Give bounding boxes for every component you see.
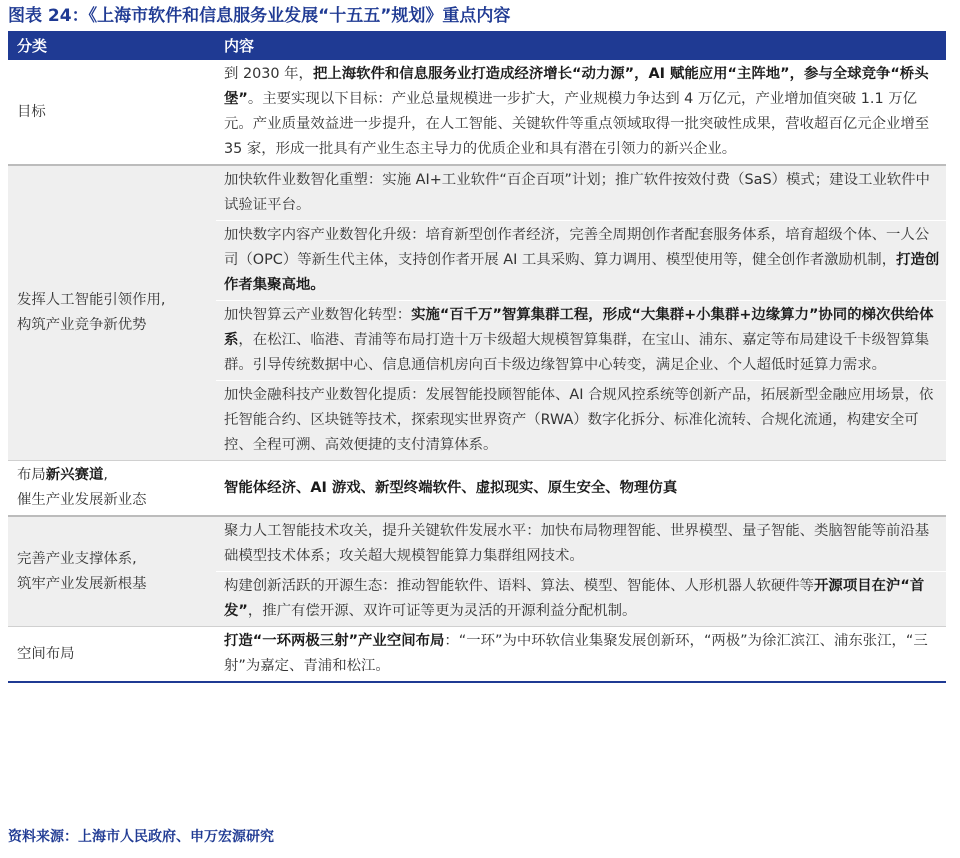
content-goal bbox=[216, 60, 946, 165]
os-text-1: 构建创新活跃的开源生态：推动智能软件、语料、算法、模型、智能体、人形机器人软硬件等 bbox=[224, 578, 815, 594]
category-new-track-line2: 催生产业发展新业态 bbox=[17, 492, 147, 508]
category-ai-line1: 发挥人工智能引领作用, bbox=[17, 292, 166, 308]
category-support bbox=[8, 516, 216, 627]
table-row-support-ai bbox=[8, 516, 946, 572]
content-space bbox=[216, 627, 946, 683]
category-ai-line2: 构筑产业竞争新优势 bbox=[17, 317, 147, 333]
category-ai bbox=[8, 165, 216, 461]
content-support-ai: 聚力人工智能技术攻关，提升关键软件发展水平：加快布局物理智能、世界模型、量子智能、类脑智能等前沿基础模型技术体系；攻关超大规模智能算力集群组网技术。 bbox=[216, 516, 946, 572]
content-ai-software: 加快软件业数智化重塑：实施 AI+工业软件“百企百项”计划；推广软件按效付费（SaS）模式；建设工业软件中试验证平台。 bbox=[216, 165, 946, 221]
category-support-line2: 筑牢产业发展新根基 bbox=[17, 575, 147, 592]
new-track-cat-text-1: 布局 bbox=[17, 467, 46, 483]
new-track-content-bold: 智能体经济、AI 游戏、新型终端软件、虚拟现实、原生安全、物理仿真 bbox=[224, 479, 678, 496]
cloud-text-bold: 实施“百千万”智算集群工程，形成“大集群+小集群+边缘算力”协同的梯次供给体系 bbox=[224, 307, 934, 348]
os-text-2: ，推广有偿开源、双许可证等更为灵活的开源利益分配机制。 bbox=[247, 603, 637, 619]
table-header-row bbox=[8, 31, 946, 60]
new-track-cat-bold: 新兴赛道 bbox=[45, 467, 104, 483]
category-support-line1: 完善产业支撑体系, bbox=[17, 550, 137, 567]
content-new-track bbox=[216, 461, 946, 517]
table-row-new-track bbox=[8, 461, 946, 517]
category-space: 空间布局 bbox=[8, 627, 216, 683]
table-row-goal bbox=[8, 60, 946, 165]
header-content: 内容 bbox=[216, 31, 946, 60]
cloud-text-2: ，在松江、临港、青浦等布局打造十万卡级超大规模智算集群，在宝山、浦东、嘉定等布局建设千卡级智算集群。引导传统数据中心、信息通信机房向百卡级边缘智算中心转变，满足企业、个人超低时延算力需求。 bbox=[224, 332, 930, 373]
content-ai-fintech: 加快金融科技产业数智化提质：发展智能投顾智能体、AI 合规风控系统等创新产品，拓展新型金融应用场景，依托智能合约、区块链等技术，探索现实世界资产（RWA）数字化拆分、标准化流转、合规化流通，构建安全可控、全程可溯、高效便捷的支付清算体系。 bbox=[216, 381, 946, 461]
space-text-1: ：“一环”为中环软信业集聚发展创新环，“两极”为徐汇滨江、浦东张江，“三射”为嘉定、青浦和松江。 bbox=[224, 633, 928, 674]
os-text-bold: 开源项目在沪“首发” bbox=[224, 578, 925, 619]
content-ai-digital bbox=[216, 221, 946, 301]
category-new-track bbox=[8, 461, 216, 517]
goal-text-2: 。主要实现以下目标：产业总量规模进一步扩大，产业规模力争达到 4 万亿元，产业增加值突破 1.1 万亿元。产业质量效益进一步提升，在人工智能、关键软件等重点领域取得一批突破性成果，营收超百亿元企业增至 35 家，形成一批具有产业生态主导力的优质企业和具有潜在引领力的新兴企业。 bbox=[224, 91, 930, 157]
content-support-opensource bbox=[216, 572, 946, 627]
goal-text-bold: 把上海软件和信息服务业打造成经济增长“动力源”，AI 赋能应用“主阵地”，参与全球竞争“桥头堡” bbox=[224, 66, 929, 107]
digital-text-bold: 打造创作者集聚高地。 bbox=[224, 252, 940, 293]
category-new-track-line1 bbox=[17, 463, 210, 488]
content-ai-cloud bbox=[216, 301, 946, 381]
figure-title: 图表 24：《上海市软件和信息服务业发展“十五五”规划》重点内容 bbox=[8, 6, 511, 26]
digital-text-1: 加快数字内容产业数智化升级：培育新型创作者经济，完善全周期创作者配套服务体系，培育超级个体、一人公司（OPC）等新生代主体，支持创作者开展 AI 工具采购、算力调用、模型使用等，健全创作者激励机制， bbox=[224, 227, 930, 268]
new-track-cat-text-2: , bbox=[103, 467, 108, 483]
table-row-ai-software bbox=[8, 165, 946, 221]
goal-text-1: 到 2030 年， bbox=[224, 66, 313, 82]
table-row-space bbox=[8, 627, 946, 683]
cloud-text-1: 加快智算云产业数智化转型： bbox=[224, 307, 412, 323]
source-note: 资料来源：上海市人民政府、申万宏源研究 bbox=[8, 829, 274, 845]
content-table bbox=[8, 31, 946, 683]
space-text-bold: 打造“一环两极三射”产业空间布局 bbox=[224, 633, 445, 649]
category-goal: 目标 bbox=[8, 60, 216, 165]
header-category: 分类 bbox=[8, 31, 216, 60]
